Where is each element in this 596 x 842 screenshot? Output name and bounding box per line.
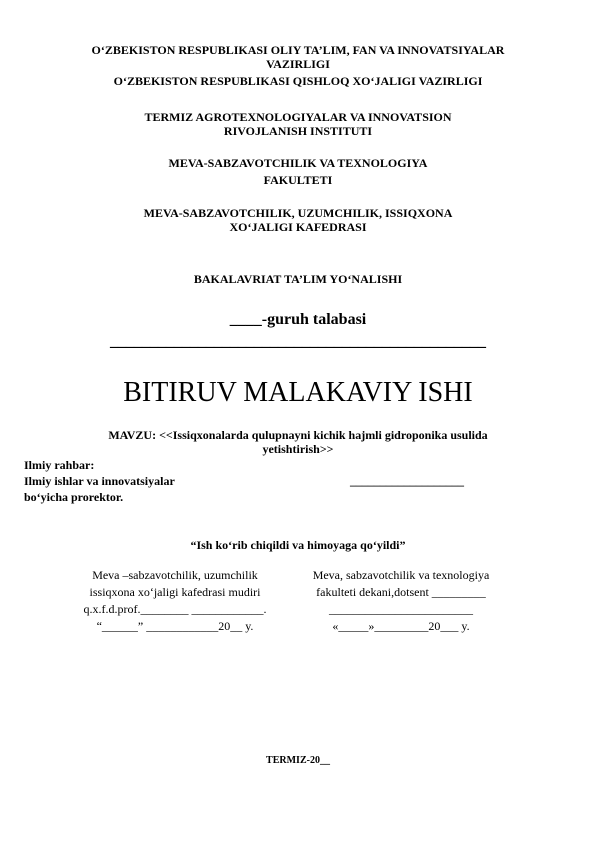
approval-left-block bbox=[55, 567, 295, 635]
program-title: BAKALAVRIAT TA’LIM YO‘NALISHI bbox=[193, 272, 403, 286]
department-line-2: XO‘JALIGI KAFEDRASI bbox=[229, 220, 367, 234]
approval-right-line-1: Meva, sabzavotchilik va texnologiya bbox=[312, 568, 490, 582]
approval-right-line-2: fakulteti dekani,dotsent _________ bbox=[316, 585, 486, 599]
approval-left-line-3: q.x.f.d.prof.________ ____________. bbox=[83, 602, 267, 616]
approval-right-line-3: ________________________ bbox=[329, 602, 473, 616]
department-line-1: MEVA-SABZAVOTCHILIK, UZUMCHILIK, ISSIQXONA bbox=[143, 206, 453, 220]
document-title: BITIRUV MALAKAVIY ISHI bbox=[123, 377, 473, 408]
supervisor-position-line-2: bo‘yicha prorektor. bbox=[24, 490, 124, 504]
footer-city-year: TERMIZ-20__ bbox=[266, 755, 330, 766]
topic-line-1: MAVZU: <<Issiqxonalarda qulupnayni kichik hajmli gidroponika usulida bbox=[108, 428, 488, 442]
topic-line-2: yetishtirish>> bbox=[262, 442, 334, 456]
supervisor-signature-line: ___________________ bbox=[350, 474, 464, 488]
approval-left-line-1: Meva –sabzavotchilik, uzumchilik bbox=[92, 568, 258, 582]
ministry-1-line-1: O‘ZBEKISTON RESPUBLIKASI OLIY TA’LIM, FAN VA INNOVATSIYALAR bbox=[91, 43, 505, 57]
approval-left-line-4: “______” ____________20__ y. bbox=[96, 619, 254, 633]
approval-right-line-4: «_____»_________20___ y. bbox=[332, 619, 470, 633]
faculty-line-2: FAKULTETI bbox=[263, 173, 333, 187]
faculty-line-1: MEVA-SABZAVOTCHILIK VA TEXNOLOGIYA bbox=[168, 156, 428, 170]
student-name-line: _______________________________________________ bbox=[110, 333, 486, 350]
approval-heading: “Ish ko‘rib chiqildi va himoyaga qo‘yildi” bbox=[190, 538, 406, 552]
ministry-2: O‘ZBEKISTON RESPUBLIKASI QISHLOQ XO‘JALIGI VAZIRLIGI bbox=[113, 74, 483, 88]
supervisor-label: Ilmiy rahbar: bbox=[24, 458, 95, 472]
institute-line-1: TERMIZ AGROTEXNOLOGIYALAR VA INNOVATSION bbox=[144, 110, 452, 124]
approval-right-block bbox=[281, 567, 521, 635]
supervisor-position-line-1: Ilmiy ishlar va innovatsiyalar bbox=[24, 474, 175, 488]
approval-left-line-2: issiqxona xo‘jaligi kafedrasi mudiri bbox=[89, 585, 261, 599]
ministry-1-line-2: VAZIRLIGI bbox=[266, 57, 330, 71]
student-group-label: ____-guruh talabasi bbox=[229, 311, 367, 328]
institute-line-2: RIVOJLANISH INSTITUTI bbox=[223, 124, 373, 138]
